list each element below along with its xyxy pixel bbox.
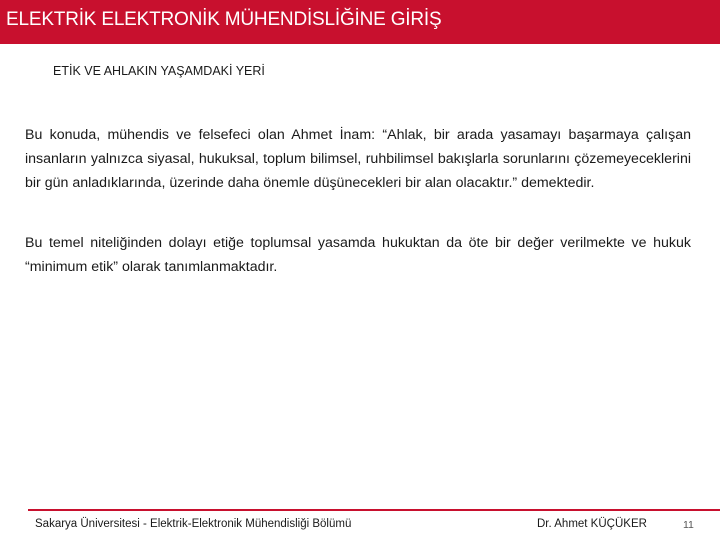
page-number: 11	[683, 519, 694, 531]
section-subtitle: ETİK VE AHLAKIN YAŞAMDAKİ YERİ	[53, 64, 265, 78]
footer-author: Dr. Ahmet KÜÇÜKER	[537, 518, 647, 530]
page-title: ELEKTRİK ELEKTRONİK MÜHENDİSLİĞİNE GİRİŞ	[6, 9, 442, 30]
header-bar	[0, 0, 720, 44]
footer-institution: Sakarya Üniversitesi - Elektrik-Elektronik Mühendisliği Bölümü	[35, 518, 352, 530]
body-paragraph-2: Bu temel niteliğinden dolayı etiğe toplumsal yasamda hukuktan da öte bir değer verilmekte ve hukuk “minimum etik” olarak tanımlanmaktadır.	[25, 235, 691, 275]
footer-divider	[28, 509, 720, 511]
body-paragraph-1: Bu konuda, mühendis ve felsefeci olan Ahmet İnam: “Ahlak, bir arada yasamayı başarmaya çalışan insanların yalnızca siyasal, hukuksal, toplum bilimsel, ruhbilimsel bakışlarla sorunlarını çözemeyeceklerini bir gün anladıklarında, üzerinde daha önemle düşünecekleri bir alan olacaktır.” demektedir.	[25, 127, 691, 191]
